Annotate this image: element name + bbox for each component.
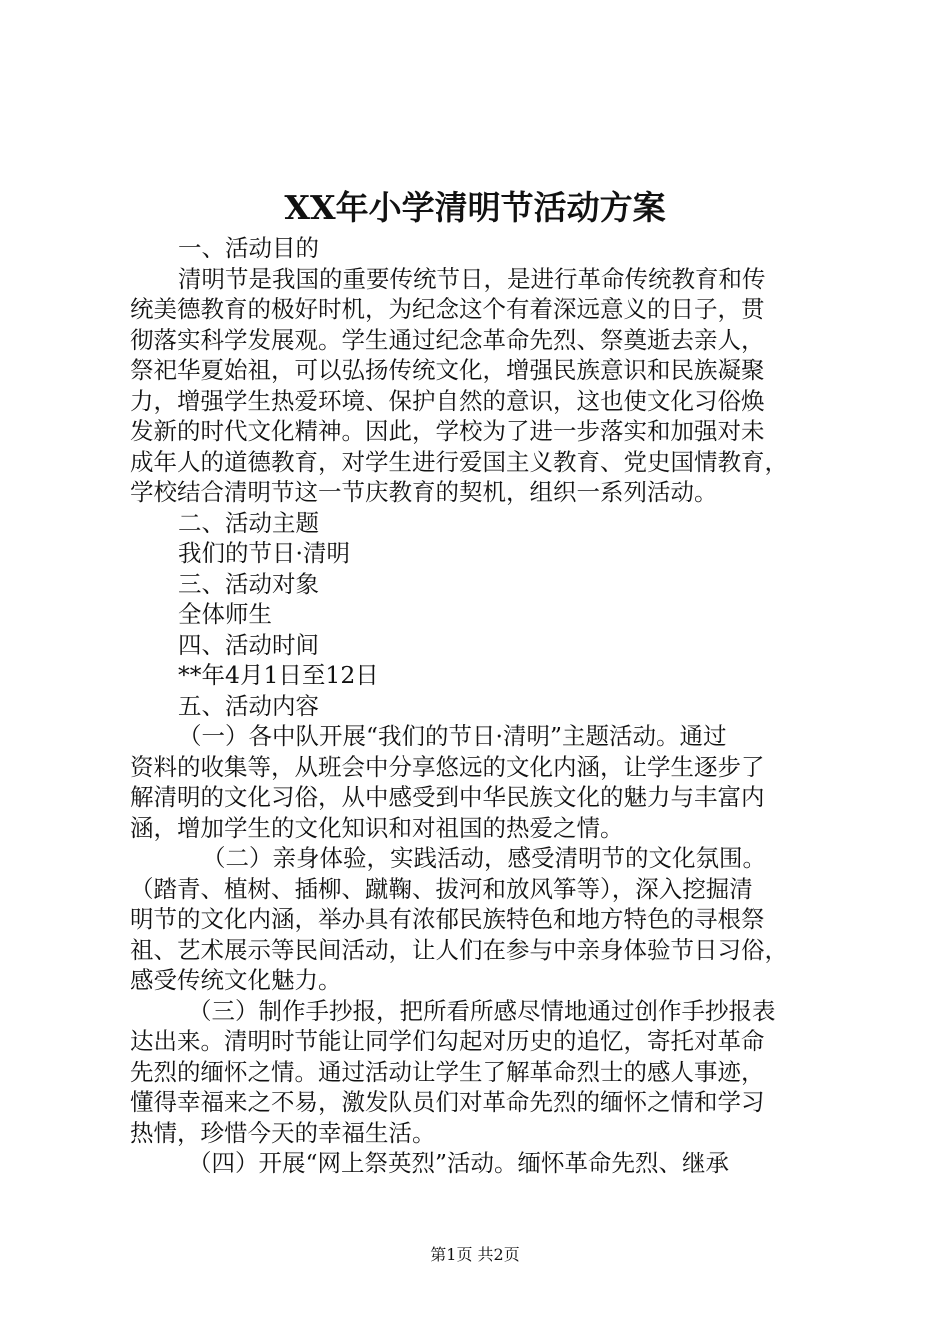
text-line: 达出来。清明时节能让同学们勾起对历史的追忆，寄托对革命	[130, 1027, 765, 1055]
text-line: 感受传统文化魅力。	[130, 966, 342, 994]
text-line: 统美德教育的极好时机，为纪念这个有着深远意义的日子，贯	[130, 295, 765, 323]
text-line: 清明节是我国的重要传统节日，是进行革命传统教育和传	[178, 264, 766, 293]
text-line: 一、活动目的	[178, 234, 319, 262]
text-line: （二）亲身体验，实践活动，感受清明节的文化氛围。	[202, 844, 766, 872]
text-line: 力，增强学生热爱环境、保护自然的意识，这也使文化习俗焕	[130, 386, 765, 415]
text-line: 涵，增加学生的文化知识和对祖国的热爱之情。	[130, 813, 624, 842]
text-line: （一）各中队开展“我们的节日·清明”主题活动。通过	[178, 722, 727, 750]
text-line: 资料的收集等，从班会中分享悠远的文化内涵，让学生逐步了	[130, 752, 765, 781]
text-line: 祖、艺术展示等民间活动，让人们在参与中亲身体验节日习俗，	[130, 935, 788, 964]
text-line: 彻落实科学发展观。学生通过纪念革命先烈、祭奠逝去亲人，	[130, 325, 765, 354]
text-line: 明节的文化内涵，举办具有浓郁民族特色和地方特色的寻根祭	[130, 905, 765, 933]
text-line: （三）制作手抄报，把所看所感尽情地通过创作手抄报表	[188, 996, 776, 1025]
text-line: 解清明的文化习俗，从中感受到中华民族文化的魅力与丰富内	[130, 783, 765, 811]
page-footer: 第1页 共2页	[430, 1245, 520, 1264]
document-body	[130, 233, 830, 1179]
text-line: 懂得幸福来之不易，激发队员们对革命先烈的缅怀之情和学习	[130, 1088, 765, 1116]
text-line: 发新的时代文化精神。因此，学校为了进一步落实和加强对未	[130, 417, 765, 445]
text-line: 学校结合清明节这一节庆教育的契机，组织一系列活动。	[130, 478, 718, 506]
text-line: 成年人的道德教育，对学生进行爱国主义教育、党史国情教育，	[130, 447, 788, 476]
text-line: （踏青、植树、插柳、蹴鞠、拔河和放风筝等），深入挖掘清	[130, 874, 753, 903]
text-line: 四、活动时间	[178, 630, 319, 659]
text-line: 三、活动对象	[178, 569, 319, 598]
text-line: 全体师生	[178, 600, 272, 628]
document-title: XX年小学清明节活动方案	[284, 188, 666, 227]
text-line: 五、活动内容	[178, 691, 319, 720]
text-line: **年4月1日至12日	[178, 661, 379, 689]
text-line: （四）开展“网上祭英烈”活动。缅怀革命先烈、继承	[188, 1149, 730, 1177]
text-line: 二、活动主题	[178, 508, 319, 537]
text-line: 先烈的缅怀之情。通过活动让学生了解革命烈士的感人事迹，	[130, 1057, 765, 1086]
text-line: 祭祀华夏始祖，可以弘扬传统文化，增强民族意识和民族凝聚	[130, 356, 765, 384]
text-line: 热情，珍惜今天的幸福生活。	[130, 1118, 436, 1147]
text-line: 我们的节日·清明	[178, 539, 350, 567]
